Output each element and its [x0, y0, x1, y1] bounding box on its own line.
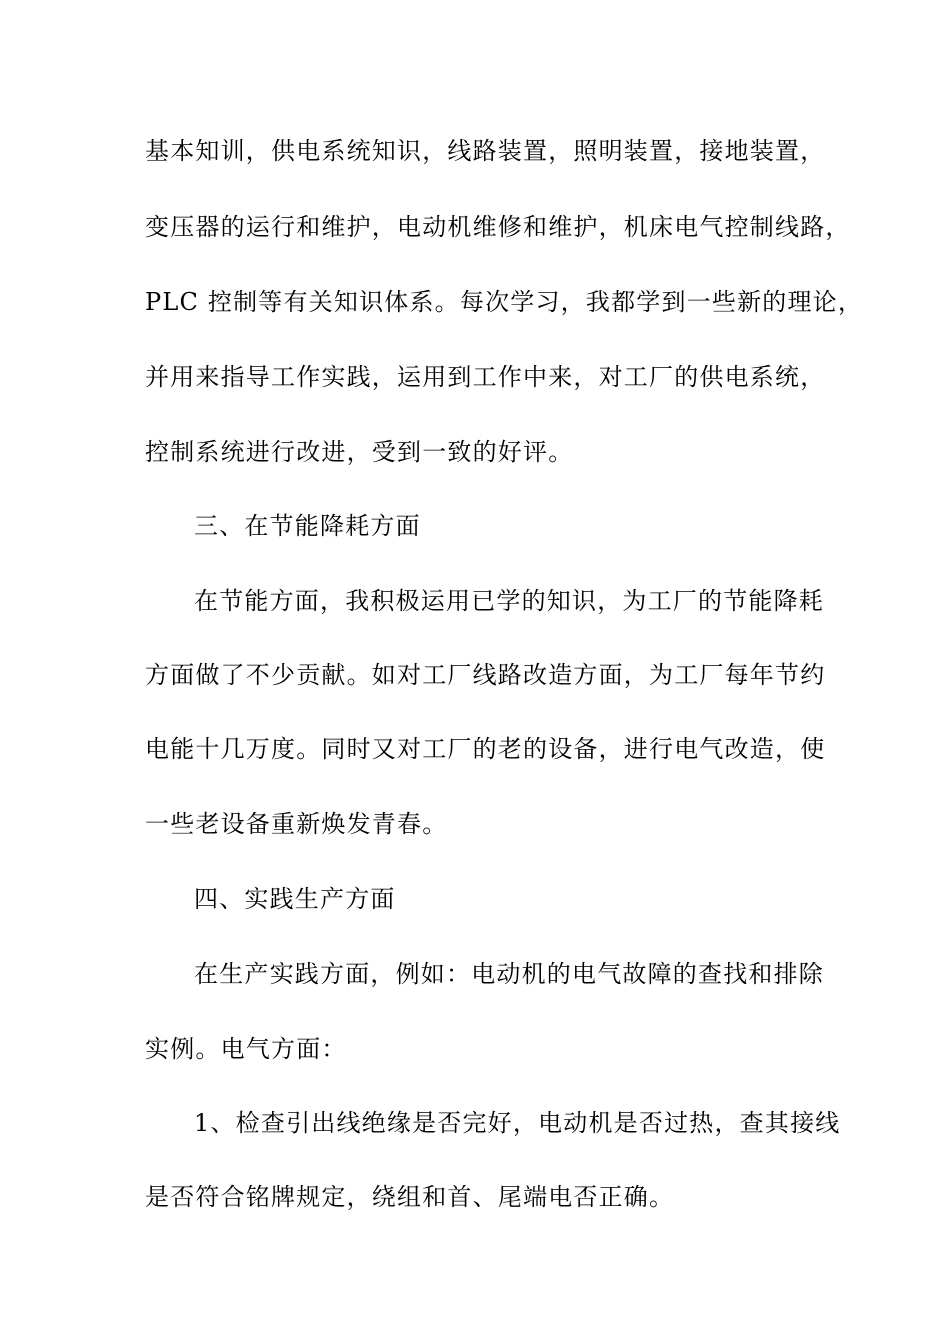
body-text-line: 实例。电气方面： [145, 1035, 347, 1063]
section-heading: 四、实践生产方面 [194, 885, 396, 913]
list-item-text: 是否符合铭牌规定，绕组和首、尾端电否正确。 [145, 1183, 675, 1211]
body-text-line: 一些老设备重新焕发青春。 [145, 810, 448, 838]
list-item-text: 1、检查引出线绝缘是否完好，电动机是否过热，查其接线 [194, 1109, 841, 1137]
body-text-line: 变压器的运行和维护，电动机维修和维护，机床电气控制线路， [145, 213, 851, 241]
body-text-line: 控制系统进行改进，受到一致的好评。 [145, 438, 574, 466]
body-text-line: 电能十几万度。同时又对工厂的老的设备，进行电气改造，使 [145, 735, 826, 763]
body-text-line: 在节能方面，我积极运用已学的知识，为工厂的节能降耗 [194, 587, 824, 615]
section-heading: 三、在节能降耗方面 [194, 512, 421, 540]
body-text-line: 基本知训，供电系统知识，线路装置，照明装置，接地装置， [145, 137, 826, 165]
body-text-line: 在生产实践方面，例如：电动机的电气故障的查找和排除 [194, 960, 824, 988]
body-text-line: 方面做了不少贡献。如对工厂线路改造方面，为工厂每年节约 [145, 661, 826, 689]
body-text-line: 并用来指导工作实践，运用到工作中来，对工厂的供电系统， [145, 363, 826, 391]
body-text-line: PLC 控制等有关知识体系。每次学习，我都学到一些新的理论， [145, 288, 864, 316]
